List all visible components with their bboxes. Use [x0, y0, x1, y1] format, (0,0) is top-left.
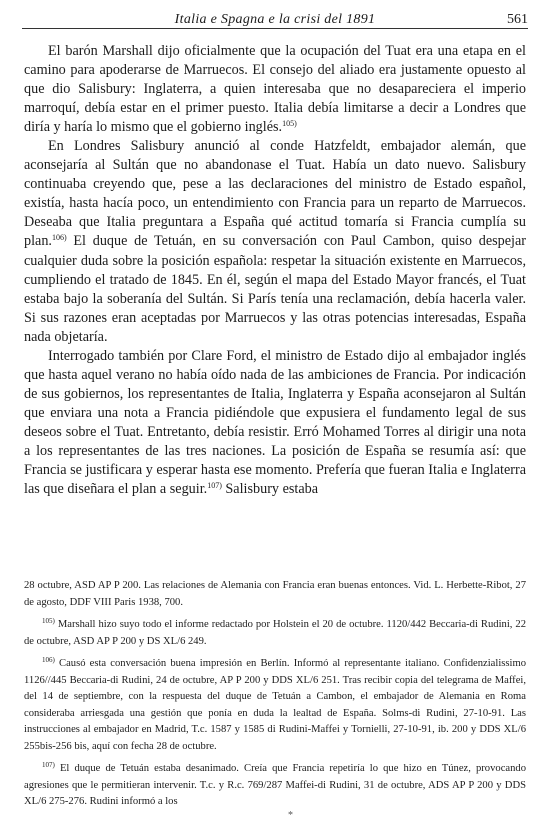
footnote-107-text: El duque de Tetuán estaba desanimado. Creía que Francia repetiría lo que hizo en Túnez, provocando agresiones que le permitieran intervenir. T.c. y R.c. 769/287 Maffei-di Rudini, 31 de octubre, ADS AP P 200 y DDS XL/6 275-276. Rudini informó a los	[24, 763, 526, 807]
footnote-ref-105: 105)	[282, 119, 297, 129]
footnote-continuation: 28 octubre, ASD AP P 200. Las relaciones de Alemania con Francia eran buenas entonces. Vid. L. Herbette-Ribot, 27 de agosto, DDF VIII Paris 1938, 700.	[24, 580, 526, 608]
paragraph-3	[24, 347, 526, 499]
paragraph-2	[24, 137, 526, 347]
footnote-106-number: 106)	[42, 656, 55, 664]
page-mark: *	[288, 810, 293, 821]
footnote-106-text: Causó esta conversación buena impresión en Berlín. Informó al representante italiano. Confidenzialissimo 1126//445 Beccaria-di Rudini, 24 de octubre, AP P 200 y DDS XL/6 251. Tras recibir copia del telegrama de Maffei, del 14 de septiembre, con la respuesta del duque de Tetuán a Cambon, el embajador de Alemania en Roma consideraba arriesgada una gestión que ponía en duda la lealtad de España. Solms-di Rudini, 27-10-91. Las instrucciones al embajador en Madrid, T.c. 1587 y 1585 di Rudini-Maffei y Tornielli, 27-10-91, ib. 200 y DDS XL/6 255bis-256 bis, aquí con fecha 28 de octubre.	[24, 658, 526, 752]
footnotes	[24, 578, 526, 817]
paragraph-2-text-a: En Londres Salisbury anunció al conde Hatzfeldt, embajador alemán, que aconsejaría al Sultán que no abandonase el Tuat. Había un dato nuevo. Salisbury continuaba creyendo que, pese a las declaraciones del ministro de Estado español, existía, hasta hacía poco, un entendimiento con Francia para un reparto de Marruecos. Deseaba que Italia preguntara a España qué actitud tomaría si Francia cumplía su plan.	[24, 138, 526, 250]
page-number: 561	[507, 12, 528, 27]
footnote-105-number: 105)	[42, 617, 55, 625]
paragraph-2-text-b: El duque de Tetuán, en su conversación con Paul Cambon, quiso despejar cualquier duda sobre la posición española: respetar la situación existente en Marruecos, cumpliendo el tratado de 1845. En él, según el mapa del Estado Mayor francés, el Tuat estaba bajo la soberanía del Sultán. Si París tenía una reclamación, debía hacerla valer. Si sus razones eran aceptadas por Marruecos y las otras potencias interesadas, España nada objetaría.	[24, 233, 526, 345]
paragraph-3-text-a: Interrogado también por Clare Ford, el ministro de Estado dijo al embajador inglés que hasta aquel verano no había oído nada de las ambiciones de Francia. Por indicación de sus gobiernos, los representantes de Italia, Inglaterra y España aconsejaron al Sultán que enviara una nota a Francia pidiéndole que expusiera el fundamento legal de sus deseos sobre el Tuat. Entretanto, debía resistir. Erró Mohamed Torres al dirigir una nota a los representantes de las tres naciones. La posición de España se resumía así: que Francia se justificara y esperar hasta ese momento. Prefería que fueran Italia e Inglaterra las que diseñara el plan a seguir.	[24, 347, 526, 498]
main-text	[24, 42, 526, 499]
running-head: Italia e Spagna e la crisi del 1891	[174, 12, 376, 27]
footnote-107	[24, 761, 526, 811]
footnote-105-text: Marshall hizo suyo todo el informe redactado por Holstein el 20 de octubre. 1120/442 Beccaria-di Rudini, 22 de octubre, ASD AP P 200 y DS XL/6 249.	[24, 619, 526, 647]
paragraph-1-text: El barón Marshall dijo oficialmente que la ocupación del Tuat era una etapa en el camino para apoderarse de Marruecos. El consejo del aliado era justamente opuesto al que dio Salisbury: Inglaterra, a quien interesaba que no desapareciera el imperio marroquí, debía estar en el primer puesto. Italia debía limitarse a decir a Londres que diría y haría lo mismo que el gobierno inglés.	[24, 43, 526, 136]
paragraph-3-text-b: Salisbury estaba	[221, 481, 319, 498]
footnote-ref-107: 107)	[207, 481, 222, 491]
footnote-106	[24, 656, 526, 755]
footnote-ref-106: 106)	[51, 233, 67, 243]
footnote-107-number: 107)	[42, 761, 55, 769]
footnote-105	[24, 617, 526, 650]
page-header	[22, 6, 528, 29]
paragraph-1	[24, 42, 526, 137]
